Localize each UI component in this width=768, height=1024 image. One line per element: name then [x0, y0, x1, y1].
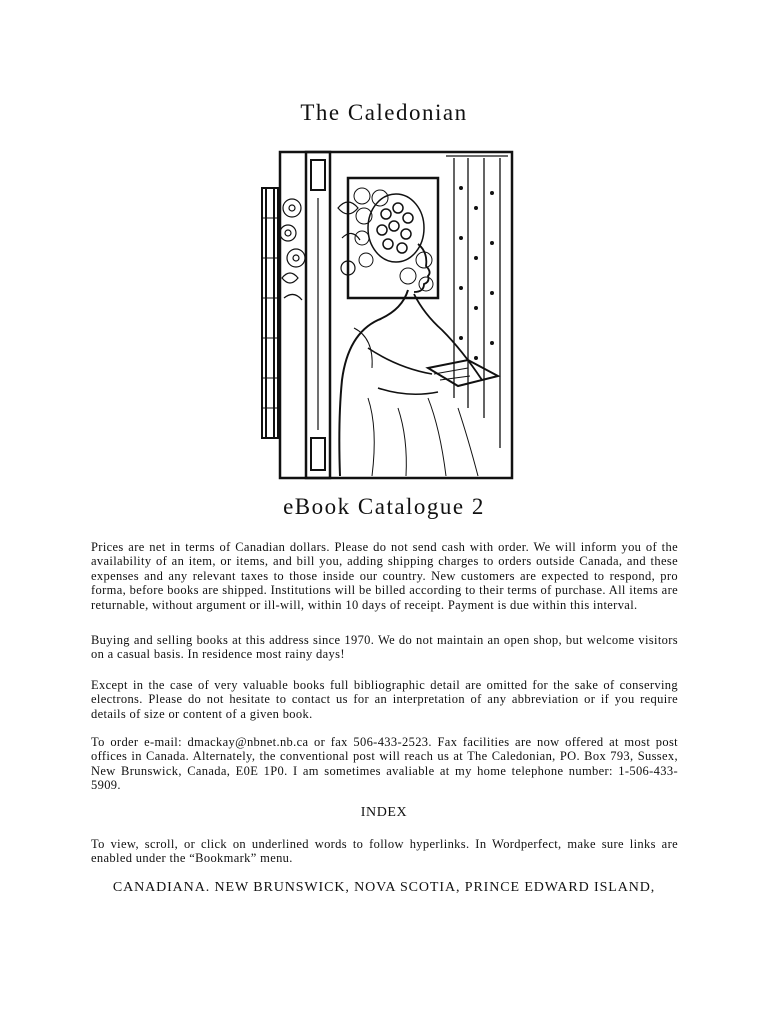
index-heading: INDEX [360, 805, 408, 820]
bibliographic-paragraph: Except in the case of very valuable books full bibliographic detail are omitted for the sake of conserving electrons. Please do not hesitate to contact us for an interpretation of any abbreviation or if you require details of size or content of a given book. [91, 678, 678, 721]
woman-reading-illustration [258, 148, 520, 480]
catalogue-title: eBook Catalogue 2 [283, 494, 485, 519]
history-paragraph: Buying and selling books at this address since 1970. We do not maintain an open shop, but welcome visitors on a casual basis. In residence most rainy days! [91, 633, 678, 662]
section-heading: CANADIANA. NEW BRUNSWICK, NOVA SCOTIA, PRINCE EDWARD ISLAND, [112, 880, 656, 895]
pricing-paragraph: Prices are net in terms of Canadian dollars. Please do not send cash with order. We will inform you of the availability of an item, or items, and bill you, adding shipping charges to orders outside Canada, and these expenses and any relevant taxes to those inside our country. New customers are expected to respond, pro forma, before books are shipped. Institutions will be billed according to their terms of purchase. All items are returnable, without argument or ill-will, within 10 days of receipt. Payment is due within this interval. [91, 540, 678, 612]
ordering-paragraph: To order e-mail: dmackay@nbnet.nb.ca or fax 506-433-2523. Fax facilities are now offered at most post offices in Canada. Alternately, the conventional post will reach us at The Caledonian, PO. Box 793, Sussex, New Brunswick, Canada, E0E 1P0. I am sometimes avaliable at my home telephone number: 1-506-433-5909. [91, 735, 678, 793]
page-title: The Caledonian [300, 100, 468, 125]
index-instructions: To view, scroll, or click on underlined words to follow hyperlinks. In Wordperfect, make sure links are enabled under the “Bookmark” menu. [91, 837, 678, 866]
